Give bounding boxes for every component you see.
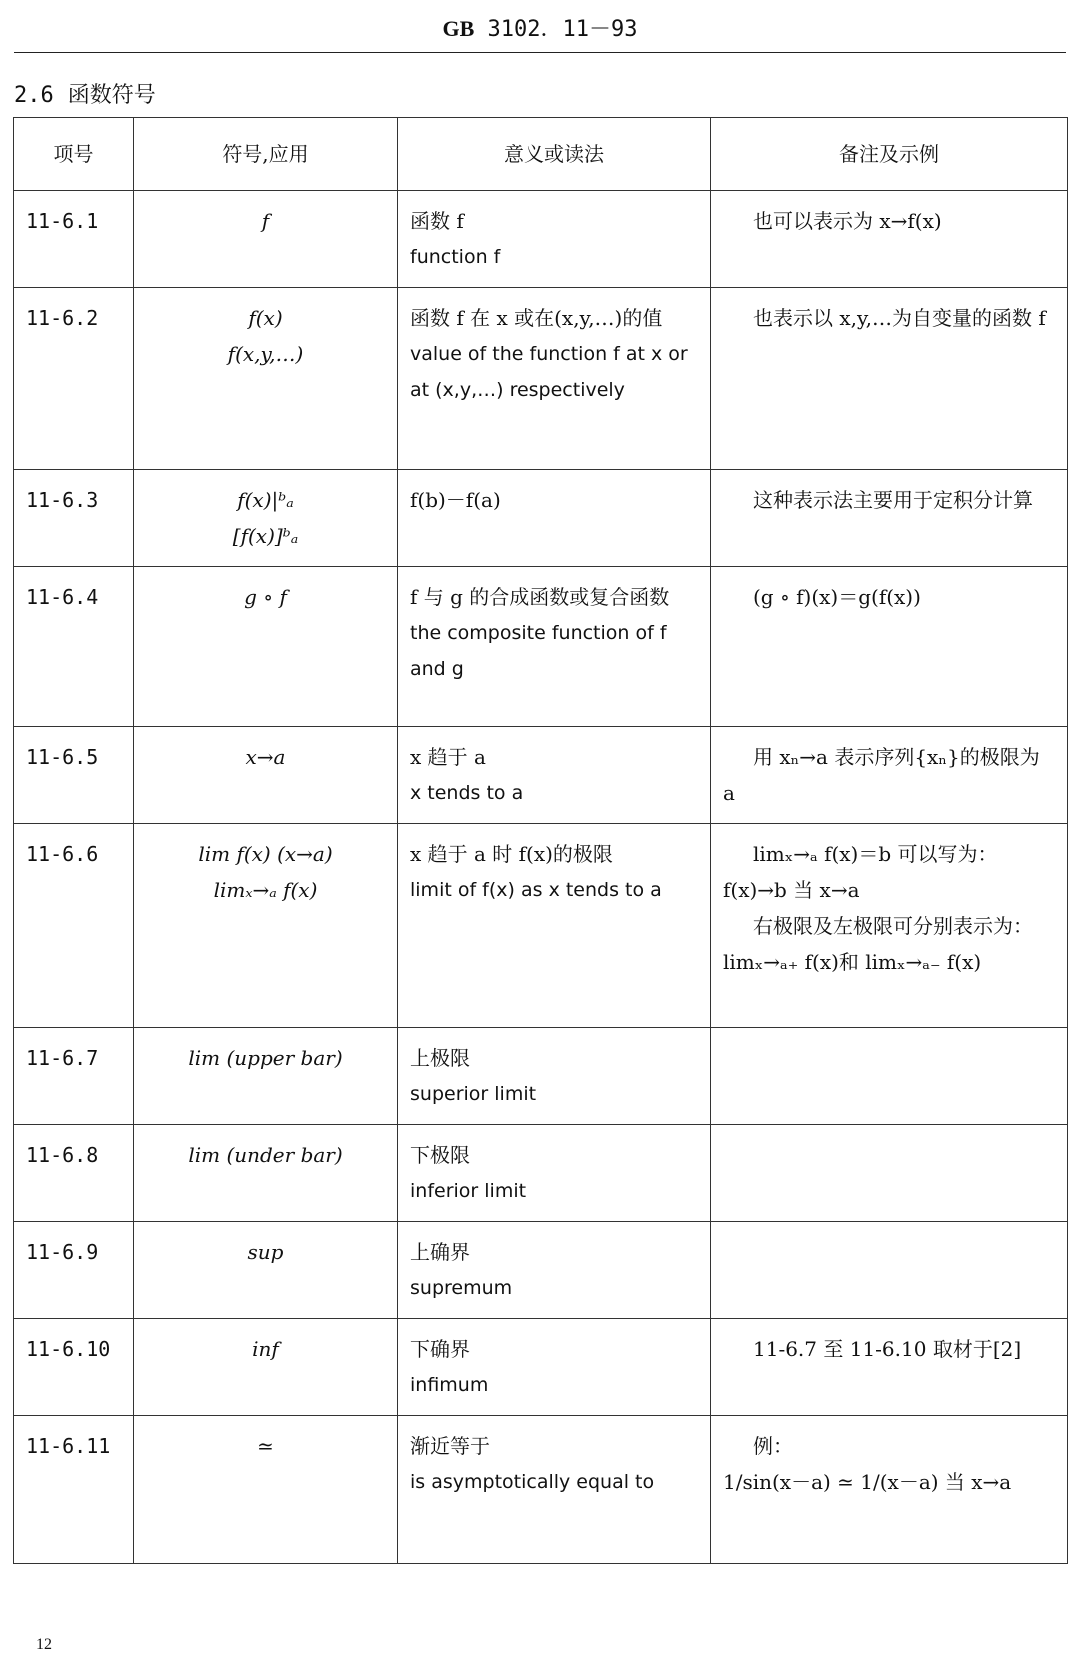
meaning-cell [398,191,711,288]
table-row [14,824,1068,1028]
symbol-cell [134,727,398,824]
remarks-cell [711,1416,1068,1564]
item-number: 11-6.6 [26,842,99,866]
meaning-en: superior limit [410,1083,537,1105]
symbol-text: f(x)|ᵇₐ [237,488,294,512]
item-number: 11-6.1 [26,209,99,233]
symbol-cell [134,824,398,1028]
meaning-cell [398,288,711,470]
item-number: 11-6.4 [26,585,99,609]
remark-line: limₓ→ₐ f(x)＝b 可以写为： [753,842,998,866]
meaning-zh: x 趋于 a 时 f(x)的极限 [410,842,613,866]
symbol-text: x→a [245,745,286,769]
item-number: 11-6.11 [26,1434,111,1458]
meaning-en: is asymptotically equal to [410,1471,655,1493]
meaning-zh: 渐近等于 [410,1434,490,1458]
symbol-text: [f(x)]ᵇₐ [232,524,299,548]
table-row [14,470,1068,567]
item-number: 11-6.3 [26,488,99,512]
meaning-zh: 函数 f [410,209,464,233]
meaning-en: limit of f(x) as x tends to a [410,879,662,901]
item-number: 11-6.9 [26,1240,99,1264]
meaning-en: x tends to a [410,782,524,804]
remark-line: 1/sin(x－a) ≃ 1/(x－a) 当 x→a [723,1470,1012,1494]
item-number-cell [14,191,134,288]
symbol-text: g ∘ f [244,585,287,609]
remarks-cell [711,567,1068,727]
item-number-cell [14,1125,134,1222]
symbol-text: f(x) [248,306,283,330]
meaning-cell [398,1222,711,1319]
section-title: 函数符号 [67,83,156,108]
symbol-cell [134,567,398,727]
symbol-cell [134,1222,398,1319]
meaning-en: value of the function f at x or at (x,y,…) respectively [410,343,688,401]
item-number: 11-6.10 [26,1337,111,1361]
symbol-text: lim (under bar) [188,1143,343,1167]
remarks-cell [711,1222,1068,1319]
col-header-item: 项号 [14,118,134,191]
remark-line: f(x)→b 当 x→a [723,878,860,902]
symbol-cell [134,470,398,567]
symbol-cell [134,191,398,288]
meaning-zh: 下极限 [410,1143,470,1167]
remarks-cell [711,191,1068,288]
remark-line: (g ∘ f)(x)＝g(f(x)) [753,585,921,609]
standard-prefix: GB [442,16,475,41]
item-number-cell [14,1028,134,1125]
symbol-cell [134,1125,398,1222]
col-header-meaning: 意义或读法 [398,118,711,191]
table-row [14,1319,1068,1416]
remark-line: 例： [753,1434,793,1458]
meaning-zh: 函数 f 在 x 或在(x,y,…)的值 [410,306,663,330]
remark-line: 也表示以 x,y,…为自变量的函数 f [753,306,1046,330]
item-number-cell [14,1319,134,1416]
symbol-cell [134,1416,398,1564]
col-header-symbol: 符号,应用 [134,118,398,191]
meaning-cell [398,1028,711,1125]
meaning-zh: 上确界 [410,1240,470,1264]
meaning-cell [398,727,711,824]
section-heading [14,78,156,109]
remarks-cell [711,1319,1068,1416]
remark-line: 也可以表示为 x→f(x) [753,209,942,233]
remarks-cell [711,470,1068,567]
table-row [14,1028,1068,1125]
meaning-en: infimum [410,1374,489,1396]
meaning-zh: f 与 g 的合成函数或复合函数 [410,585,670,609]
table-row [14,1222,1068,1319]
meaning-zh: f(b)－f(a) [410,488,501,512]
meaning-zh: x 趋于 a [410,745,486,769]
symbol-text: sup [247,1240,284,1264]
item-number-cell [14,727,134,824]
symbol-text: f [261,209,270,233]
function-symbol-table [13,117,1068,1564]
item-number-cell [14,470,134,567]
symbol-cell [134,288,398,470]
symbol-text: ≃ [257,1434,274,1458]
meaning-en: the composite function of f and g [410,622,667,680]
standard-code: 3102．11－93 [487,17,638,42]
remark-line: limₓ→ₐ₊ f(x)和 limₓ→ₐ₋ f(x) [723,950,982,974]
table-row [14,1125,1068,1222]
remarks-cell [711,1028,1068,1125]
meaning-en: function f [410,246,501,268]
remarks-cell [711,727,1068,824]
meaning-cell [398,1125,711,1222]
col-header-remarks: 备注及示例 [711,118,1068,191]
symbol-text: limₓ→ₐ f(x) [213,878,318,902]
meaning-zh: 上极限 [410,1046,470,1070]
symbol-text: f(x,y,…) [227,342,304,366]
meaning-cell [398,824,711,1028]
item-number-cell [14,1222,134,1319]
section-number: 2.6 [14,83,54,108]
item-number: 11-6.5 [26,745,99,769]
item-number-cell [14,288,134,470]
remark-line: 用 xₙ→a 表示序列{xₙ}的极限为 a [723,745,1040,805]
symbol-text: lim (upper bar) [188,1046,343,1070]
meaning-cell [398,1416,711,1564]
item-number: 11-6.2 [26,306,99,330]
table-header-row [14,118,1068,191]
table-row [14,191,1068,288]
remarks-cell [711,824,1068,1028]
meaning-cell [398,567,711,727]
meaning-cell [398,470,711,567]
table-row [14,288,1068,470]
table-row [14,567,1068,727]
table-row [14,727,1068,824]
item-number: 11-6.7 [26,1046,99,1070]
remark-line: 11-6.7 至 11-6.10 取材于[2] [753,1337,1022,1361]
remark-line: 这种表示法主要用于定积分计算 [753,488,1033,512]
page-number: 12 [36,1636,52,1653]
page-header [14,12,1066,53]
meaning-en: supremum [410,1277,513,1299]
item-number: 11-6.8 [26,1143,99,1167]
symbol-cell [134,1319,398,1416]
meaning-en: inferior limit [410,1180,527,1202]
item-number-cell [14,824,134,1028]
remarks-cell [711,1125,1068,1222]
symbol-cell [134,1028,398,1125]
symbol-text: lim f(x) (x→a) [198,842,333,866]
meaning-zh: 下确界 [410,1337,470,1361]
remark-line: 右极限及左极限可分别表示为： [753,914,1033,938]
symbol-text: inf [252,1337,279,1361]
meaning-cell [398,1319,711,1416]
item-number-cell [14,1416,134,1564]
item-number-cell [14,567,134,727]
remarks-cell [711,288,1068,470]
table-row [14,1416,1068,1564]
